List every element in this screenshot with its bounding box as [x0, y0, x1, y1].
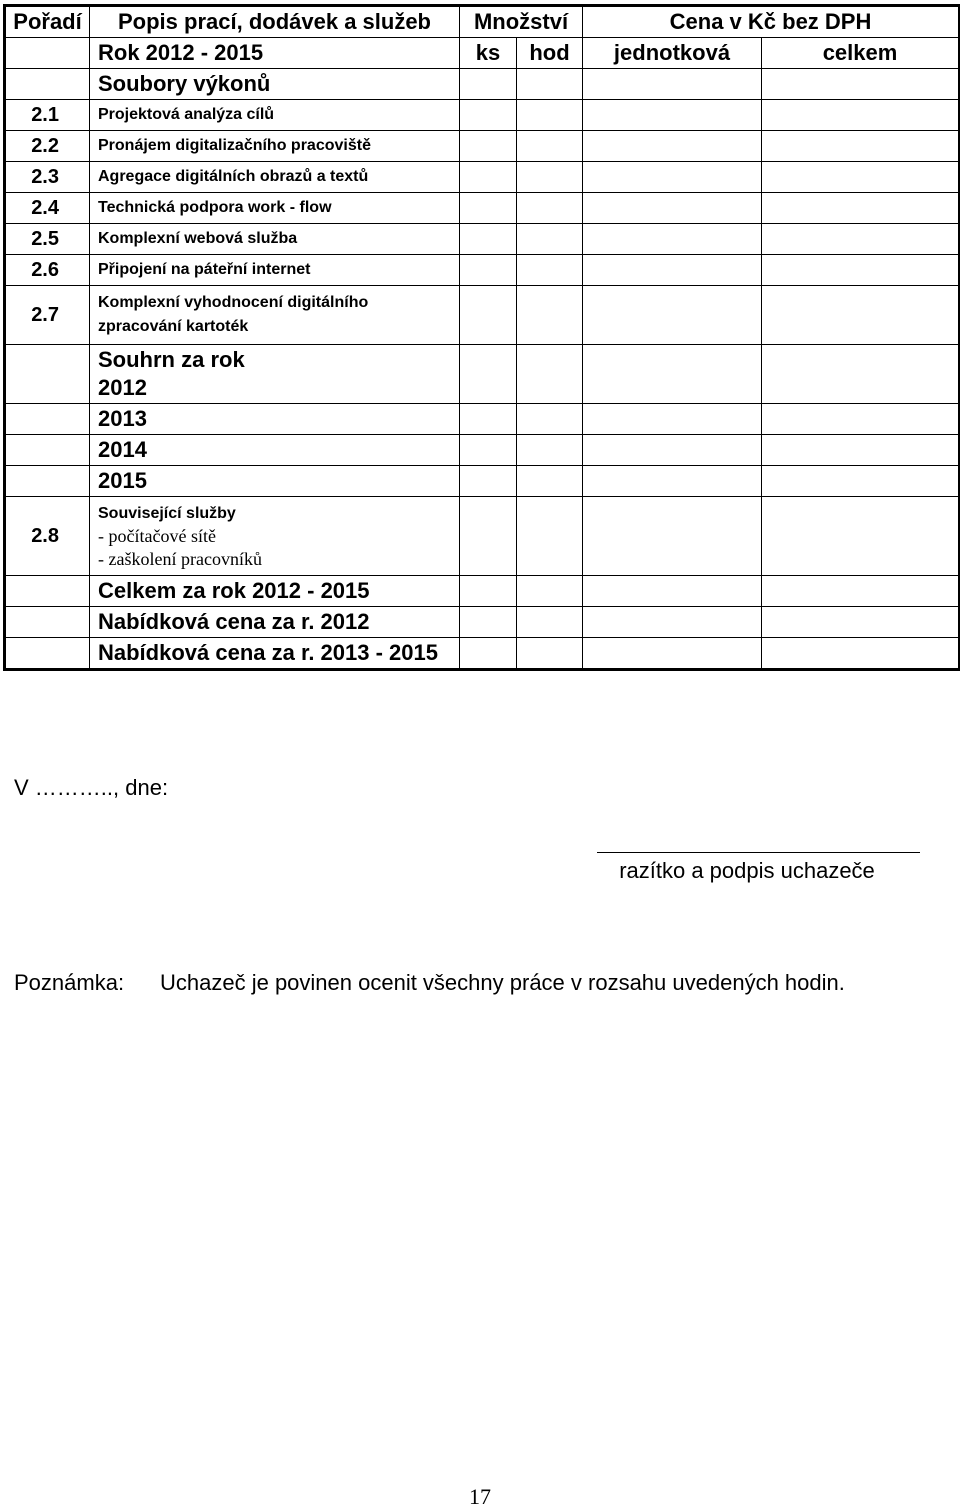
summary-row — [5, 466, 960, 497]
col-header-order: Pořadí — [5, 6, 90, 38]
item-number: 2.3 — [5, 162, 90, 193]
col-header-description: Popis prací, dodávek a služeb — [90, 6, 460, 38]
summary-row — [5, 435, 960, 466]
item-number: 2.8 — [5, 497, 90, 576]
summary-label — [90, 345, 460, 404]
table-row — [5, 224, 960, 255]
item-number: 2.6 — [5, 255, 90, 286]
item-number: 2.5 — [5, 224, 90, 255]
item-number: 2.7 — [5, 286, 90, 345]
note-label: Poznámka: — [14, 970, 125, 995]
col-header-price: Cena v Kč bez DPH — [583, 6, 960, 38]
related-services-row — [5, 497, 960, 576]
item-description: Komplexní webová služba — [90, 224, 460, 255]
col-header-quantity: Množství — [460, 6, 583, 38]
subheader-unit-price: jednotková — [583, 38, 762, 69]
item-description: Pronájem digitalizačního pracoviště — [90, 131, 460, 162]
summary-year: 2015 — [90, 466, 460, 497]
total-label: Nabídková cena za r. 2012 — [90, 607, 460, 638]
summary-year-2012: 2012 — [98, 375, 147, 400]
item-description: Technická podpora work - flow — [90, 193, 460, 224]
related-services-line1: - počítačové sítě — [98, 525, 216, 546]
section-title: Soubory výkonů — [90, 69, 460, 100]
total-row — [5, 576, 960, 607]
table-row — [5, 131, 960, 162]
item-description — [90, 286, 460, 345]
note-text: Uchazeč je povinen ocenit všechny práce v rozsahu uvedených hodin. — [160, 970, 845, 995]
subheader-total-price: celkem — [762, 38, 960, 69]
total-label: Celkem za rok 2012 - 2015 — [90, 576, 460, 607]
table-row — [5, 162, 960, 193]
item-description: Agregace digitálních obrazů a textů — [90, 162, 460, 193]
item-description-line2: zpracování kartoték — [98, 318, 249, 335]
subheader-period: Rok 2012 - 2015 — [90, 38, 460, 69]
total-row — [5, 607, 960, 638]
summary-label-line1: Souhrn za rok — [98, 347, 245, 372]
summary-year: 2013 — [90, 404, 460, 435]
summary-row — [5, 345, 960, 404]
subheader-hod: hod — [517, 38, 583, 69]
total-row — [5, 638, 960, 670]
table-row — [5, 100, 960, 131]
summary-row — [5, 404, 960, 435]
related-services-title: Související služby — [98, 504, 236, 522]
item-description: Připojení na páteřní internet — [90, 255, 460, 286]
subheader-ks: ks — [460, 38, 517, 69]
header-row — [5, 6, 960, 38]
subheader-row — [5, 38, 960, 69]
signature-label: razítko a podpis uchazeče — [619, 858, 875, 883]
table-row — [5, 193, 960, 224]
summary-year: 2014 — [90, 435, 460, 466]
price-table — [3, 4, 960, 671]
item-description-line1: Komplexní vyhodnocení digitálního — [98, 294, 369, 311]
related-services — [90, 497, 460, 576]
subheader-empty — [5, 38, 90, 69]
table-row — [5, 286, 960, 345]
item-number: 2.2 — [5, 131, 90, 162]
item-number: 2.4 — [5, 193, 90, 224]
table-row — [5, 255, 960, 286]
signature-line — [597, 852, 920, 853]
place-date-line: V ……….., dne: — [14, 775, 169, 800]
item-number: 2.1 — [5, 100, 90, 131]
related-services-line2: - zaškolení pracovníků — [98, 548, 262, 569]
section-row — [5, 69, 960, 100]
page-number: 17 — [469, 1484, 491, 1509]
total-label: Nabídková cena za r. 2013 - 2015 — [90, 638, 460, 670]
item-description: Projektová analýza cílů — [90, 100, 460, 131]
